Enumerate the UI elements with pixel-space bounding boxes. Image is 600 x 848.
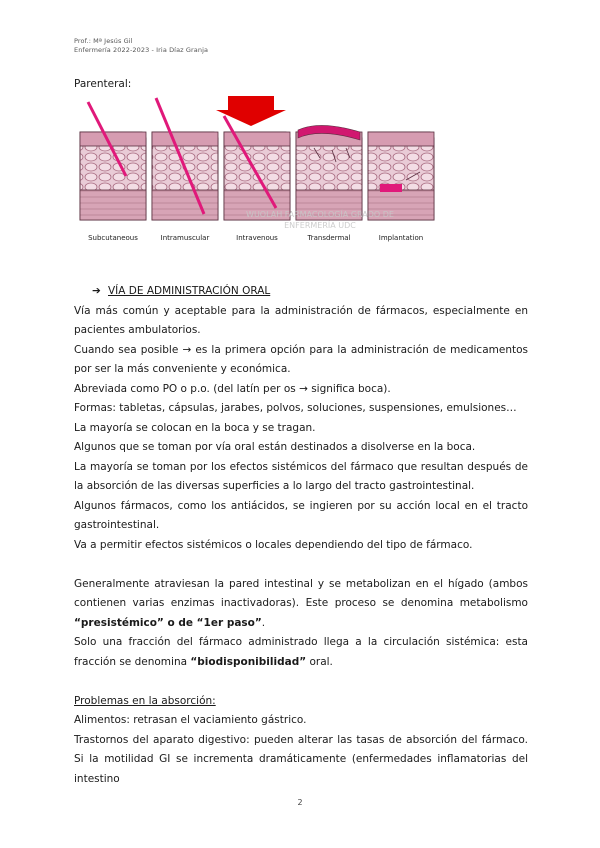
section-title-parenteral: Parenteral: [74, 78, 132, 90]
paragraph-first-pass [74, 575, 528, 634]
bold-term: “biodisponibilidad” [190, 655, 307, 668]
label-transdermal: Transdermal [307, 234, 351, 242]
label-intramuscular: Intramuscular [160, 234, 210, 242]
skin-block-transdermal [296, 125, 362, 220]
watermark [240, 209, 400, 231]
paragraph: Cuando sea posible → es la primera opción para la administración de medicamentos por ser la más conveniente y económica. [74, 343, 528, 375]
paragraph: Va a permitir efectos sistémicos o locales dependiendo del tipo de fármaco. [74, 538, 473, 551]
text: . [261, 616, 266, 629]
bold-term: “presistémico” o de “1er paso” [74, 616, 262, 629]
watermark-line-2: ENFERMERÍA UDC [284, 221, 356, 230]
oral-heading-text: VÍA DE ADMINISTRACIÓN ORAL [108, 285, 271, 297]
paragraph-bioavailability [74, 633, 528, 672]
paragraph: La mayoría se colocan en la boca y se tragan. [74, 421, 316, 434]
main-content [74, 282, 528, 789]
skin-block-subcutaneous [80, 102, 146, 220]
oral-heading [74, 282, 528, 302]
label-intravenous: Intravenous [236, 234, 278, 242]
watermark-line-1: WUOLAH FARMACOLOGÍA GRADO DE [246, 210, 394, 219]
page-number: 2 [297, 798, 303, 807]
header-professor: Prof.: Mª Jesús Gil [74, 37, 133, 45]
text: Generalmente atraviesan la pared intestinal y se metabolizan en el hígado (ambos contienen varias enzimas inactivadoras). Este proceso se denomina metabolismo [74, 577, 528, 609]
paragraph: Algunos fármacos, como los antiácidos, se ingieren por su acción local en el tracto gastrointestinal. [74, 499, 528, 531]
skin-block-intramuscular [152, 98, 218, 220]
skin-block-implantation [368, 132, 434, 220]
text: Solo una fracción del fármaco administrado llega a la circulación sistémica: esta fracción se denomina [74, 636, 528, 668]
label-implantation: Implantation [378, 234, 424, 242]
skin-block-intravenous [216, 96, 290, 220]
text: oral. [306, 655, 333, 668]
paragraph: Algunos que se toman por vía oral están destinados a disolverse en la boca. [74, 441, 476, 453]
label-subcutaneous: Subcutaneous [88, 234, 138, 242]
header-course: Enfermería 2022-2023 - Iria Díaz Granja [74, 46, 209, 54]
paragraph: Vía más común y aceptable para la administración de fármacos, especialmente en pacientes ambulatorios. [74, 304, 528, 336]
paragraph: Abreviada como PO o p.o. (del latín per os → significa boca). [74, 382, 391, 395]
absorption-heading: Problemas en la absorción: [74, 694, 216, 707]
paragraph: La mayoría se toman por los efectos sistémicos del fármaco que resultan después de la absorción de las diversas superficies a lo largo del tracto gastrointestinal. [74, 460, 528, 492]
paragraph: Alimentos: retrasan el vaciamiento gástrico. [74, 714, 307, 726]
paragraph: Trastornos del aparato digestivo: pueden alterar las tasas de absorción del fármaco. Si la motilidad GI se incrementa dramáticamente (enfermedades inflamatorias del intestino [74, 733, 528, 785]
arrow-bullet-icon: ➔ [92, 285, 101, 297]
paragraph: Formas: tabletas, cápsulas, jarabes, polvos, soluciones, suspensiones, emulsiones… [74, 402, 517, 414]
